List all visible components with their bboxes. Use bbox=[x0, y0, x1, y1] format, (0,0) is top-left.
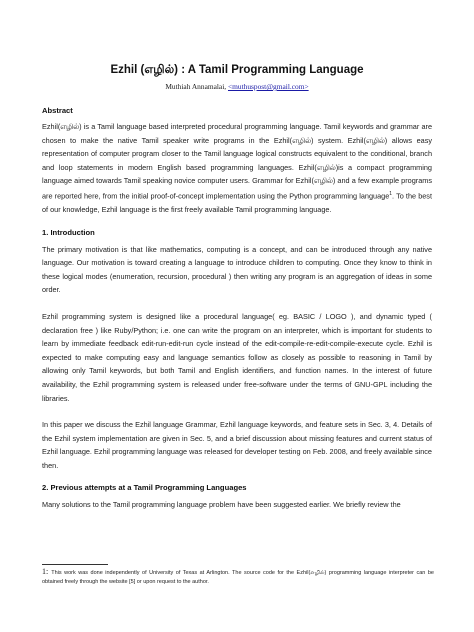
abstract-heading: Abstract bbox=[42, 106, 73, 115]
footnote-mark: 1: bbox=[42, 567, 49, 576]
author-line bbox=[42, 82, 432, 92]
author-email-link[interactable]: <muthuspost@gmail.com> bbox=[227, 82, 309, 91]
section-2-heading: 2. Previous attempts at a Tamil Programming Languages bbox=[42, 483, 247, 493]
footnote-divider bbox=[42, 564, 108, 565]
author-name: Muthiah Annamalai, bbox=[165, 82, 227, 91]
section-1-paragraph-2: Ezhil programming system is designed like a procedural language( eg. BASIC / LOGO ), and dynamic typed ( declaration free ) like Ruby/Python; i.e. one can write the program on an interpreter, which is important for students to learn by immediate feedback edit-run-edit-run cycle instead of the edit-compile-re-edit-compile-execute cycle. Ezhil is expected to make computing easy and language semantics follow as closely as possible to reasoning in Tamil by allowing only Tamil keywords, but both Tamil and English identifiers, and function names. In the interest of future availability, the Ezhil programming system is released under free-software under the terms of GNU-GPL including the libraries. bbox=[42, 311, 432, 403]
footnote-reference[interactable]: 1 bbox=[389, 190, 393, 197]
section-1-paragraph-3: In this paper we discuss the Ezhil language Grammar, Ezhil language keywords, and feature sets in Sec. 3, 4. Details of the Ezhil system implementation are given in Sec. 5, and a brief discussion about missing features and current status of Ezhil language. Ezhil programming language was released for developer testing on Feb. 2008, and freely available since then. bbox=[42, 420, 432, 470]
section-2-paragraph-1: Many solutions to the Tamil programming language problem have been suggested earlier. We briefly review the bbox=[42, 500, 401, 510]
footnote-text: This work was done independently of University of Texas at Arlington. The source code for the Ezhil(எழில்) programming language interpreter can be obtained freely through the website [5] or upon request to the author. bbox=[42, 570, 434, 585]
paper-title: Ezhil (எழில்) : A Tamil Programming Language bbox=[110, 64, 364, 76]
footnote bbox=[42, 568, 434, 586]
section-1-heading: 1. Introduction bbox=[42, 227, 95, 237]
abstract-body: Ezhil(எழில்) is a Tamil language based interpreted procedural programming language. Tamil keywords and grammar are chosen to make the native Tamil speaker write programs in the Ezhil(எழில்) system. Ezhil(எழில்) allows easy representation of computer program closer to the Tamil language logical constructs equivalent to the conditional, branch and loop statements in modern English based programming languages. Ezhil(எழில்)is a compact programming language aimed towards Tamil speaking novice computer users. Grammar for Ezhil(எழில்) and a few example programs are reported here, from the initial proof-of-concept implementation using the Python programming language$^1$. To the best of our knowledge, Ezhil language is the first freely available Tamil programming language. bbox=[42, 122, 432, 214]
paper-page bbox=[42, 62, 432, 512]
section-1-paragraph-1: The primary motivation is that like mathematics, computing is a concept, and can be introduced through any native language. Our motivation is toward creating a language to introduce children to computing. Once they know to think in these logical modes (enumeration, recursion, procedural ) then writing any program is an aggregation of ideas in some order. bbox=[42, 244, 432, 295]
